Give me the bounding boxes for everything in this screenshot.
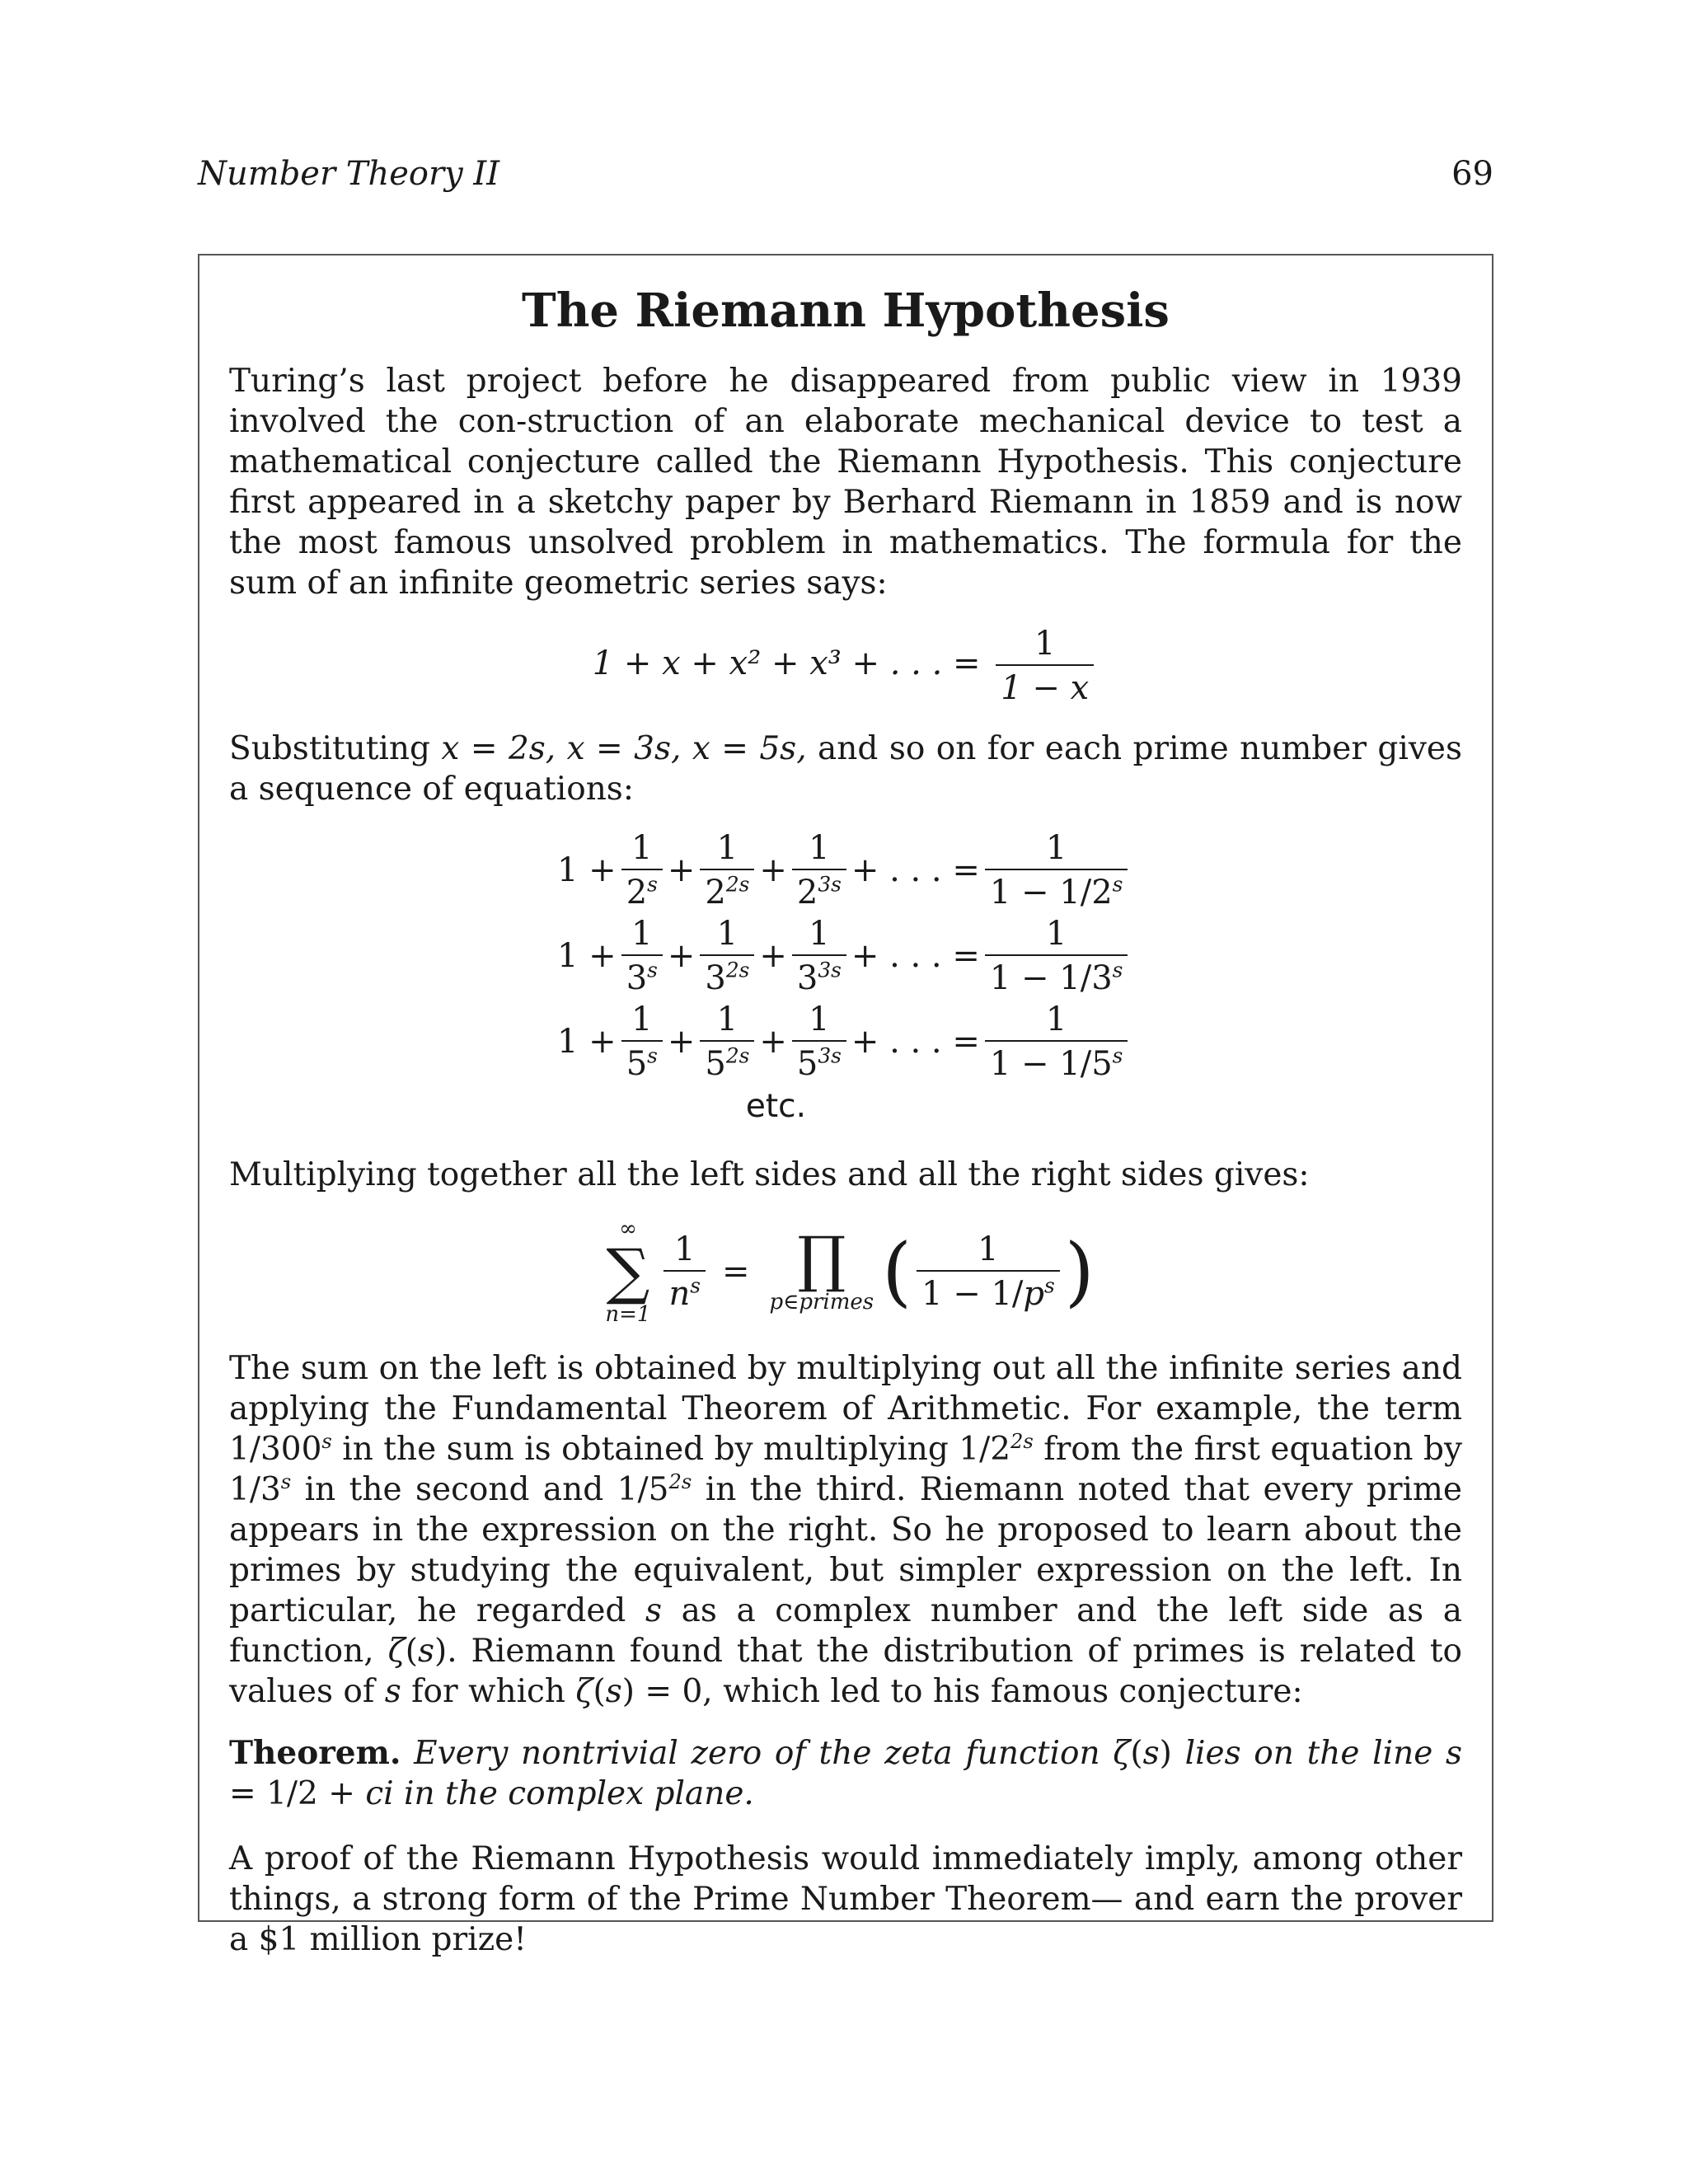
box-title: The Riemann Hypothesis <box>522 284 1170 338</box>
prod-lower: p∈primes <box>769 1290 874 1315</box>
euler-product-equation: ∞ ∑ n=1 $\frac{1}{n^s}$ = ∏ p∈primes ( $\frac{1}{1 - 1/p^s}$ ) <box>605 1216 1095 1327</box>
theorem-label: Theorem. <box>229 1734 401 1772</box>
series-row: 1 + $\frac{1}{5^s}$ + $\frac{1}{5^{2s}}$ + $\frac{1}{5^{3s}}$ + . . . = $\frac{1}{1 - 1/5^s}$ <box>557 999 1134 1085</box>
geometric-num: 1 <box>1034 625 1056 663</box>
geometric-den: 1 − x <box>996 664 1094 707</box>
sum-lower: n=1 <box>605 1302 651 1327</box>
substituting-suffix: and so on for each prime number gives a sequence of equations: <box>229 730 1462 808</box>
page-number: 69 <box>1451 155 1493 193</box>
product-operator: ∏ p∈primes <box>769 1224 874 1315</box>
intro-paragraph: Turing’s last project before he disappeared from public view in 1939 involved the con-struction of an elaborate mechanical device to test a mathematical conjecture called the Riemann Hypothesis. This conjecture first appeared in a sketchy paper by Berhard Riemann in 1859 and is now the most famous unsolved problem in mathematics. The formula for the sum of an infinite geometric series says: <box>229 363 1462 602</box>
sum-upper: ∞ <box>619 1216 637 1241</box>
geometric-fraction <box>996 625 1094 707</box>
substituting-paragraph <box>229 729 1462 809</box>
etc-label: etc. <box>745 1088 806 1125</box>
sidebar-box <box>198 254 1493 1958</box>
series-row: 1 + $\frac{1}{3^s}$ + $\frac{1}{3^{2s}}$ + $\frac{1}{3^{3s}}$ + . . . = $\frac{1}{1 - 1/3^s}$ <box>557 913 1134 999</box>
geometric-series-equation <box>229 625 1462 707</box>
substituting-prefix: Substituting <box>229 730 430 767</box>
explanation-paragraph: The sum on the left is obtained by multiplying out all the infinite series and applying the Fundamental Theorem of Arithmetic. For example, the term 1/300$^s$ in the sum is obtained by multiplying $1/2^{2s}$ from the first equation by 1/3$^s$ in the second and $1/5^{2s}$ in the third. Riemann noted that every prime appears in the expression on the right. So he proposed to learn about the primes by studying the equivalent, but simpler expression on the left. In particular, he regarded s as a complex number and the left side as a function, ζ(s). Riemann found that the distribution of primes is related to values of s for which ζ(s) = 0, which led to his famous conjecture: <box>229 1350 1463 1710</box>
theorem-statement: Theorem. Every nontrivial zero of the zeta function ζ(s) lies on the line s = 1/2 + ci in the complex plane. <box>229 1734 1463 1812</box>
multiplying-paragraph: Multiplying together all the left sides and all the right sides gives: <box>229 1156 1310 1193</box>
geometric-lhs: 1 + x + x² + x³ + . . . = <box>592 644 981 682</box>
running-head <box>198 155 1493 193</box>
closing-paragraph: A proof of the Riemann Hypothesis would immediately imply, among other things, a strong form of the Prime Number Theorem— and earn the prover a $1 million prize! <box>229 1840 1462 1958</box>
series-row: 1 + $\frac{1}{2^s}$ + $\frac{1}{2^{2s}}$ + $\frac{1}{2^{3s}}$ + . . . = $\frac{1}{1 - 1/2^s}$ <box>557 827 1134 913</box>
running-title: Number Theory II <box>198 155 500 193</box>
substituting-math: x = 2s, x = 3s, x = 5s, <box>441 730 807 767</box>
series-equations <box>557 827 1134 1085</box>
sum-operator: ∞ ∑ n=1 <box>605 1216 651 1327</box>
